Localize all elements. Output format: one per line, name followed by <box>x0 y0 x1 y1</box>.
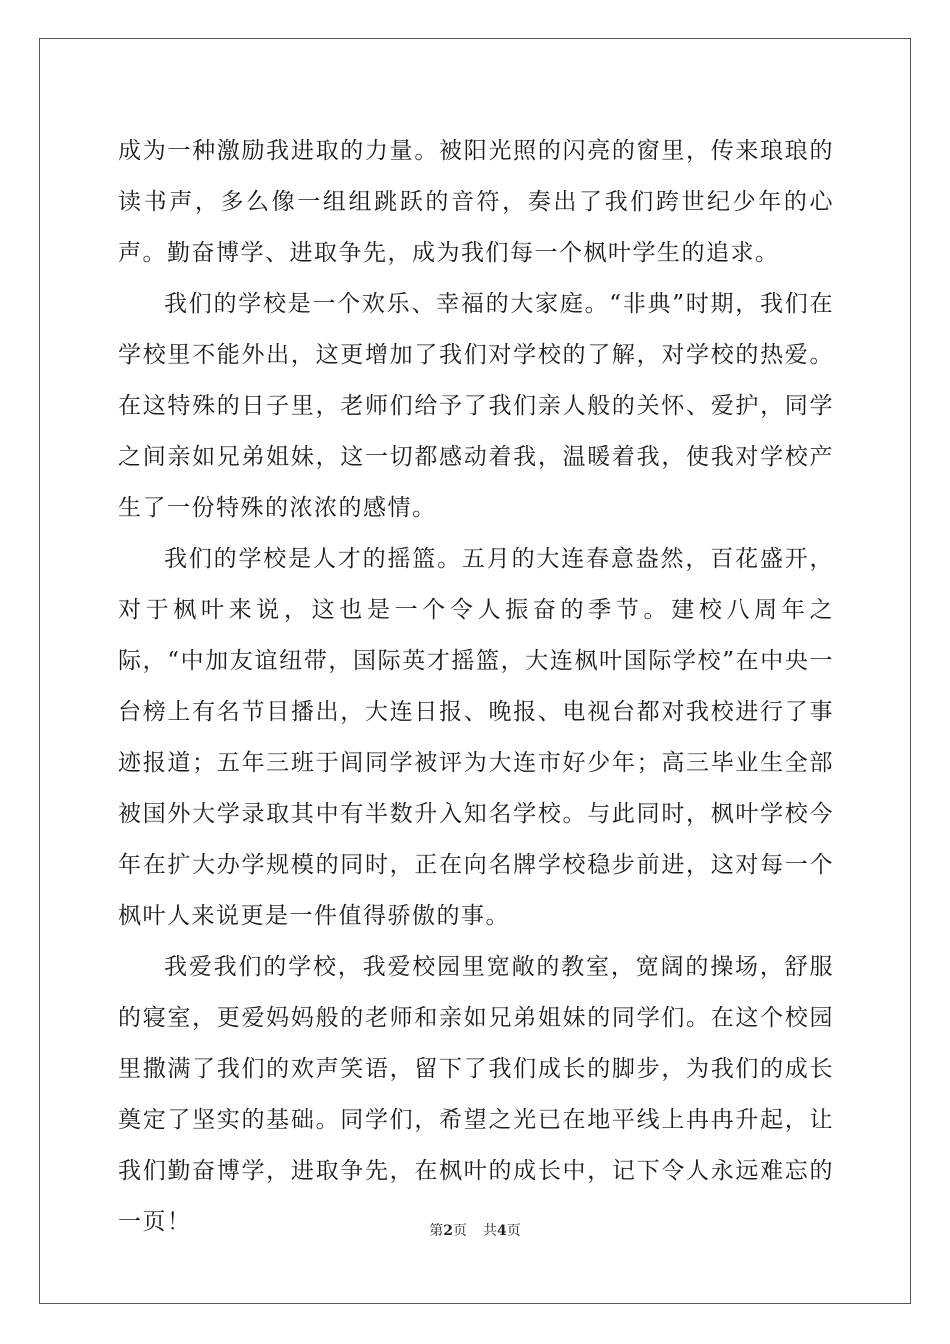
total-pages: 4 <box>497 1223 507 1239</box>
page-footer <box>0 1220 950 1240</box>
total-prefix: 共 <box>483 1223 497 1239</box>
document-body <box>118 126 834 1248</box>
page-suffix: 页 <box>453 1223 467 1239</box>
paragraph-4: 我爱我们的学校，我爱校园里宽敞的教室，宽阔的操场，舒服的寝室，更爱妈妈般的老师和亲如兄弟姐妹的同学们。在这个校园里撒满了我们的欢声笑语，留下了我们成长的脚步，为我们的成长奠定了坚实的基础。同学们，希望之光已在地平线上冉冉升起，让我们勤奋博学，进取争先，在枫叶的成长中，记下令人永远难忘的一页！ <box>118 954 834 1235</box>
page-number: 2 <box>443 1223 453 1239</box>
paragraph-2: 我们的学校是一个欢乐、幸福的大家庭。“非典”时期，我们在学校里不能外出，这更增加了我们对学校的了解，对学校的热爱。在这特殊的日子里，老师们给予了我们亲人般的关怀、爱护，同学之间亲如兄弟姐妹，这一切都感动着我，温暖着我，使我对学校产生了一份特殊的浓浓的感情。 <box>118 291 834 521</box>
paragraph-3: 我们的学校是人才的摇篮。五月的大连春意盎然，百花盛开，对于枫叶来说，这也是一个令人振奋的季节。建校八周年之际，“中加友谊纽带，国际英才摇篮，大连枫叶国际学校”在中央一台榜上有名节目播出，大连日报、晚报、电视台都对我校进行了事迹报道；五年三班于闾同学被评为大连市好少年；高三毕业生全部被国外大学录取其中有半数升入知名学校。与此同时，枫叶学校今年在扩大办学规模的同时，正在向名牌学校稳步前进，这对每一个枫叶人来说更是一件值得骄傲的事。 <box>118 546 834 929</box>
paragraph-1: 成为一种激励我进取的力量。被阳光照的闪亮的窗里，传来琅琅的读书声，多么像一组组跳跃的音符，奏出了我们跨世纪少年的心声。勤奋博学、进取争先，成为我们每一个枫叶学生的追求。 <box>118 138 834 266</box>
page-prefix: 第 <box>429 1223 444 1239</box>
total-suffix: 页 <box>506 1223 521 1239</box>
